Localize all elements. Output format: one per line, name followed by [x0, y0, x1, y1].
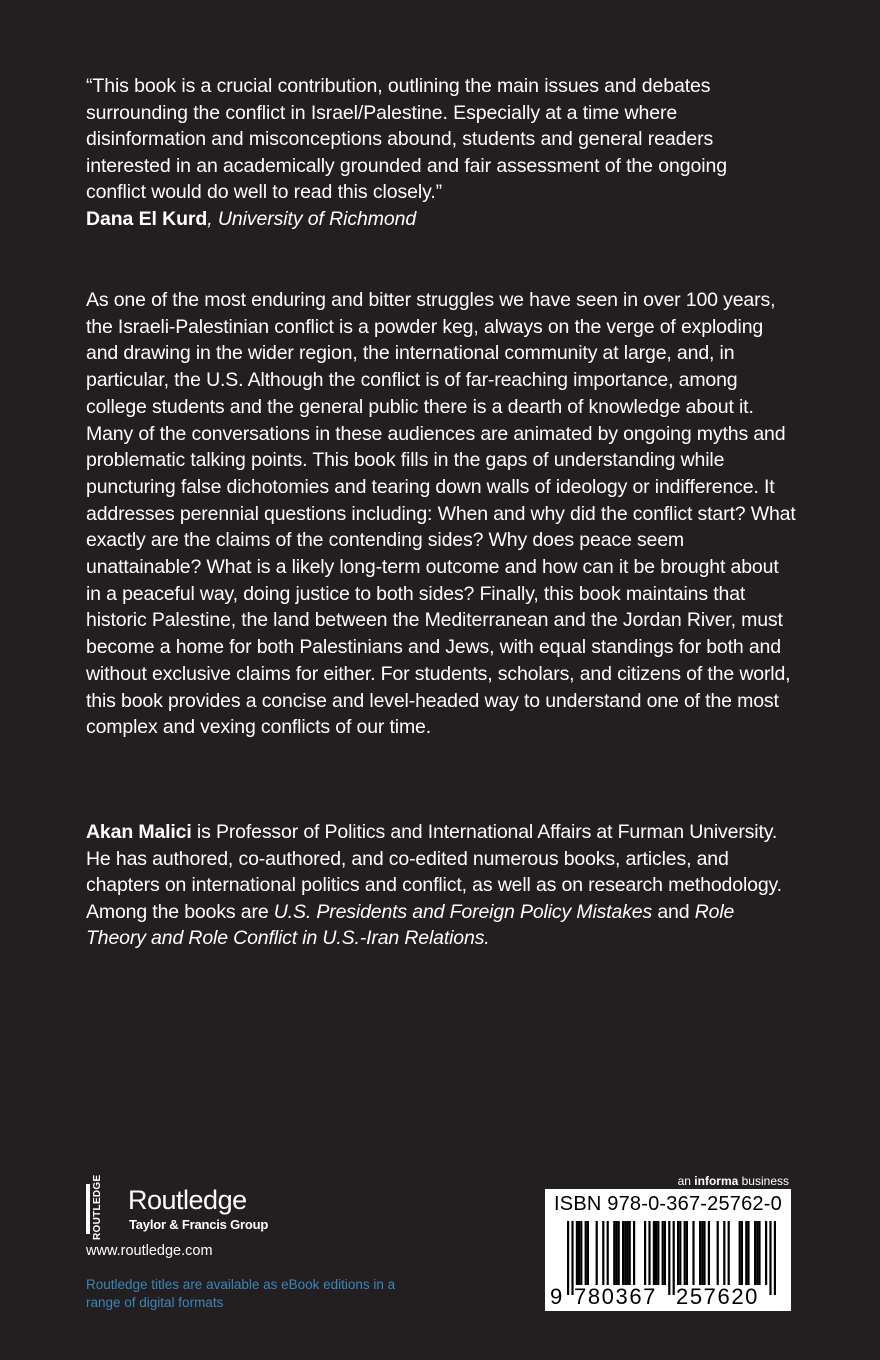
barcode-bar: [679, 1221, 681, 1285]
barcode-guard-bar: [673, 1221, 675, 1295]
ebook-note: Routledge titles are available as eBook editions in a range of digital formats: [86, 1277, 396, 1310]
barcode-bar: [644, 1221, 646, 1285]
publisher-group: Taylor & Francis Group: [129, 1217, 269, 1232]
logo-bar: [86, 1184, 90, 1234]
barcode-bar: [613, 1221, 615, 1285]
barcode-bar: [580, 1221, 582, 1285]
informa-suffix: business: [738, 1174, 789, 1188]
routledge-logo-mark: [84, 1174, 116, 1240]
barcode-bar: [633, 1221, 635, 1285]
barcode-bar: [602, 1221, 604, 1285]
barcode-bar: [686, 1221, 688, 1285]
logo-vertical-text: ROUTLEDGE: [92, 1174, 103, 1240]
barcode-bar: [629, 1221, 631, 1285]
barcode-bar: [624, 1221, 626, 1285]
barcode-bar: [587, 1221, 589, 1285]
barcode-bar: [701, 1221, 703, 1285]
author-book-title-1: U.S. Presidents and Foreign Policy Mistakes: [273, 900, 653, 923]
barcode-bar: [739, 1221, 741, 1285]
barcode-guard-bar: [774, 1221, 776, 1295]
barcode-bar: [699, 1221, 701, 1285]
author-bio-connector: and: [652, 900, 695, 923]
author-name: Akan Malici: [86, 821, 192, 843]
barcode-guard-bar: [668, 1221, 670, 1295]
author-bio-text: is Professor of Politics and International Affairs at Furman University. He has authored, co-authored, and co-edited numerous books, articles, and chapters on international politics and conflict, as well as on research methodology. Among the books are: [86, 821, 782, 923]
barcode-bar: [754, 1221, 756, 1285]
barcode-bar: [648, 1221, 650, 1285]
barcode-bar: [618, 1221, 620, 1285]
barcode-bar: [745, 1221, 747, 1285]
barcode-left-group: 780367: [574, 1284, 658, 1309]
isbn-barcode: [545, 1189, 791, 1311]
barcode-bar: [677, 1221, 679, 1285]
barcode-bar: [692, 1221, 694, 1285]
barcode-bar: [747, 1221, 749, 1285]
publisher-website: www.routledge.com: [86, 1243, 213, 1259]
author-book-title-2: Role Theory and Role Conflict in U.S.-Iran Relations.: [86, 900, 735, 949]
barcode-first-digit: 9: [550, 1284, 563, 1309]
barcode-bar: [596, 1221, 598, 1285]
barcode-bar: [662, 1221, 664, 1285]
barcode-guard-bar: [769, 1221, 771, 1295]
endorser-affiliation: , University of Richmond: [207, 207, 417, 230]
informa-business-label: [678, 1174, 789, 1188]
endorsement-attribution: [86, 206, 786, 233]
barcode-bar: [622, 1221, 624, 1285]
barcode-bar: [615, 1221, 617, 1285]
publisher-logo: [84, 1174, 344, 1240]
barcode-bar: [607, 1221, 609, 1285]
barcode-bar: [664, 1221, 666, 1285]
barcode-bar: [728, 1221, 730, 1285]
barcode-bar: [708, 1221, 710, 1285]
barcode-bar: [576, 1221, 578, 1285]
barcode-bar: [585, 1221, 587, 1285]
barcode-bar: [723, 1221, 725, 1285]
publisher-name: Routledge: [128, 1185, 247, 1215]
endorsement-quote: “This book is a crucial contribution, outlining the main issues and debates surrounding the conflict in Israel/Palestine. Especially at a time where disinformation and misconceptions abound, students and general readers interested in an academically grounded and fair assessment of the ongoing conflict would do well to read this closely.”: [86, 75, 727, 203]
barcode-bar: [741, 1221, 743, 1285]
author-bio: [86, 819, 796, 952]
barcode-bar: [657, 1221, 659, 1285]
barcode-bar: [758, 1221, 760, 1285]
barcode-guard-bar: [567, 1221, 569, 1295]
barcode-digits: [545, 1285, 791, 1309]
informa-prefix: an: [677, 1174, 695, 1188]
barcode-bar: [717, 1221, 719, 1285]
barcode-right-group: 257620: [676, 1284, 760, 1309]
endorsement-quote-block: [86, 73, 786, 232]
barcode-bar: [653, 1221, 655, 1285]
barcode-bar: [684, 1221, 686, 1285]
barcode-bar: [765, 1221, 767, 1285]
barcode-bar: [655, 1221, 657, 1285]
informa-brand: informa: [694, 1174, 739, 1188]
isbn-label: ISBN 978-0-367-25762-0: [554, 1193, 782, 1215]
barcode-bar: [578, 1221, 580, 1285]
barcode-bar: [756, 1221, 758, 1285]
barcode-bar: [703, 1221, 705, 1285]
book-description: As one of the most enduring and bitter struggles we have seen in over 100 years, the Israeli-Palestinian conflict is a powder keg, always on the verge of exploding and drawing in the wider region, the international community at large, and, in particular, the U.S. Although the conflict is of far-reaching importance, among college students and the general public there is a dearth of knowledge about it. Many of the conversations in these audiences are animated by ongoing myths and problematic talking points. This book fills in the gaps of understanding while puncturing false dichotomies and tearing down walls of ideology or indifference. It addresses perennial questions including: When and why did the conflict start? What exactly are the claims of the contending sides? Why does peace seem unattainable? What is a likely long-term outcome and how can it be brought about in a peaceful way, doing justice to both sides? Finally, this book maintains that historic Palestine, the land between the Mediterranean and the Jordan River, must become a home for both Palestinians and Jews, with equal standings for both and without exclusive claims for either. For students, scholars, and citizens of the world, this book provides a concise and level-headed way to understand one of the most complex and vexing conflicts of our time.: [86, 289, 796, 739]
barcode-bar: [626, 1221, 628, 1285]
endorser-name: Dana El Kurd: [86, 207, 208, 230]
